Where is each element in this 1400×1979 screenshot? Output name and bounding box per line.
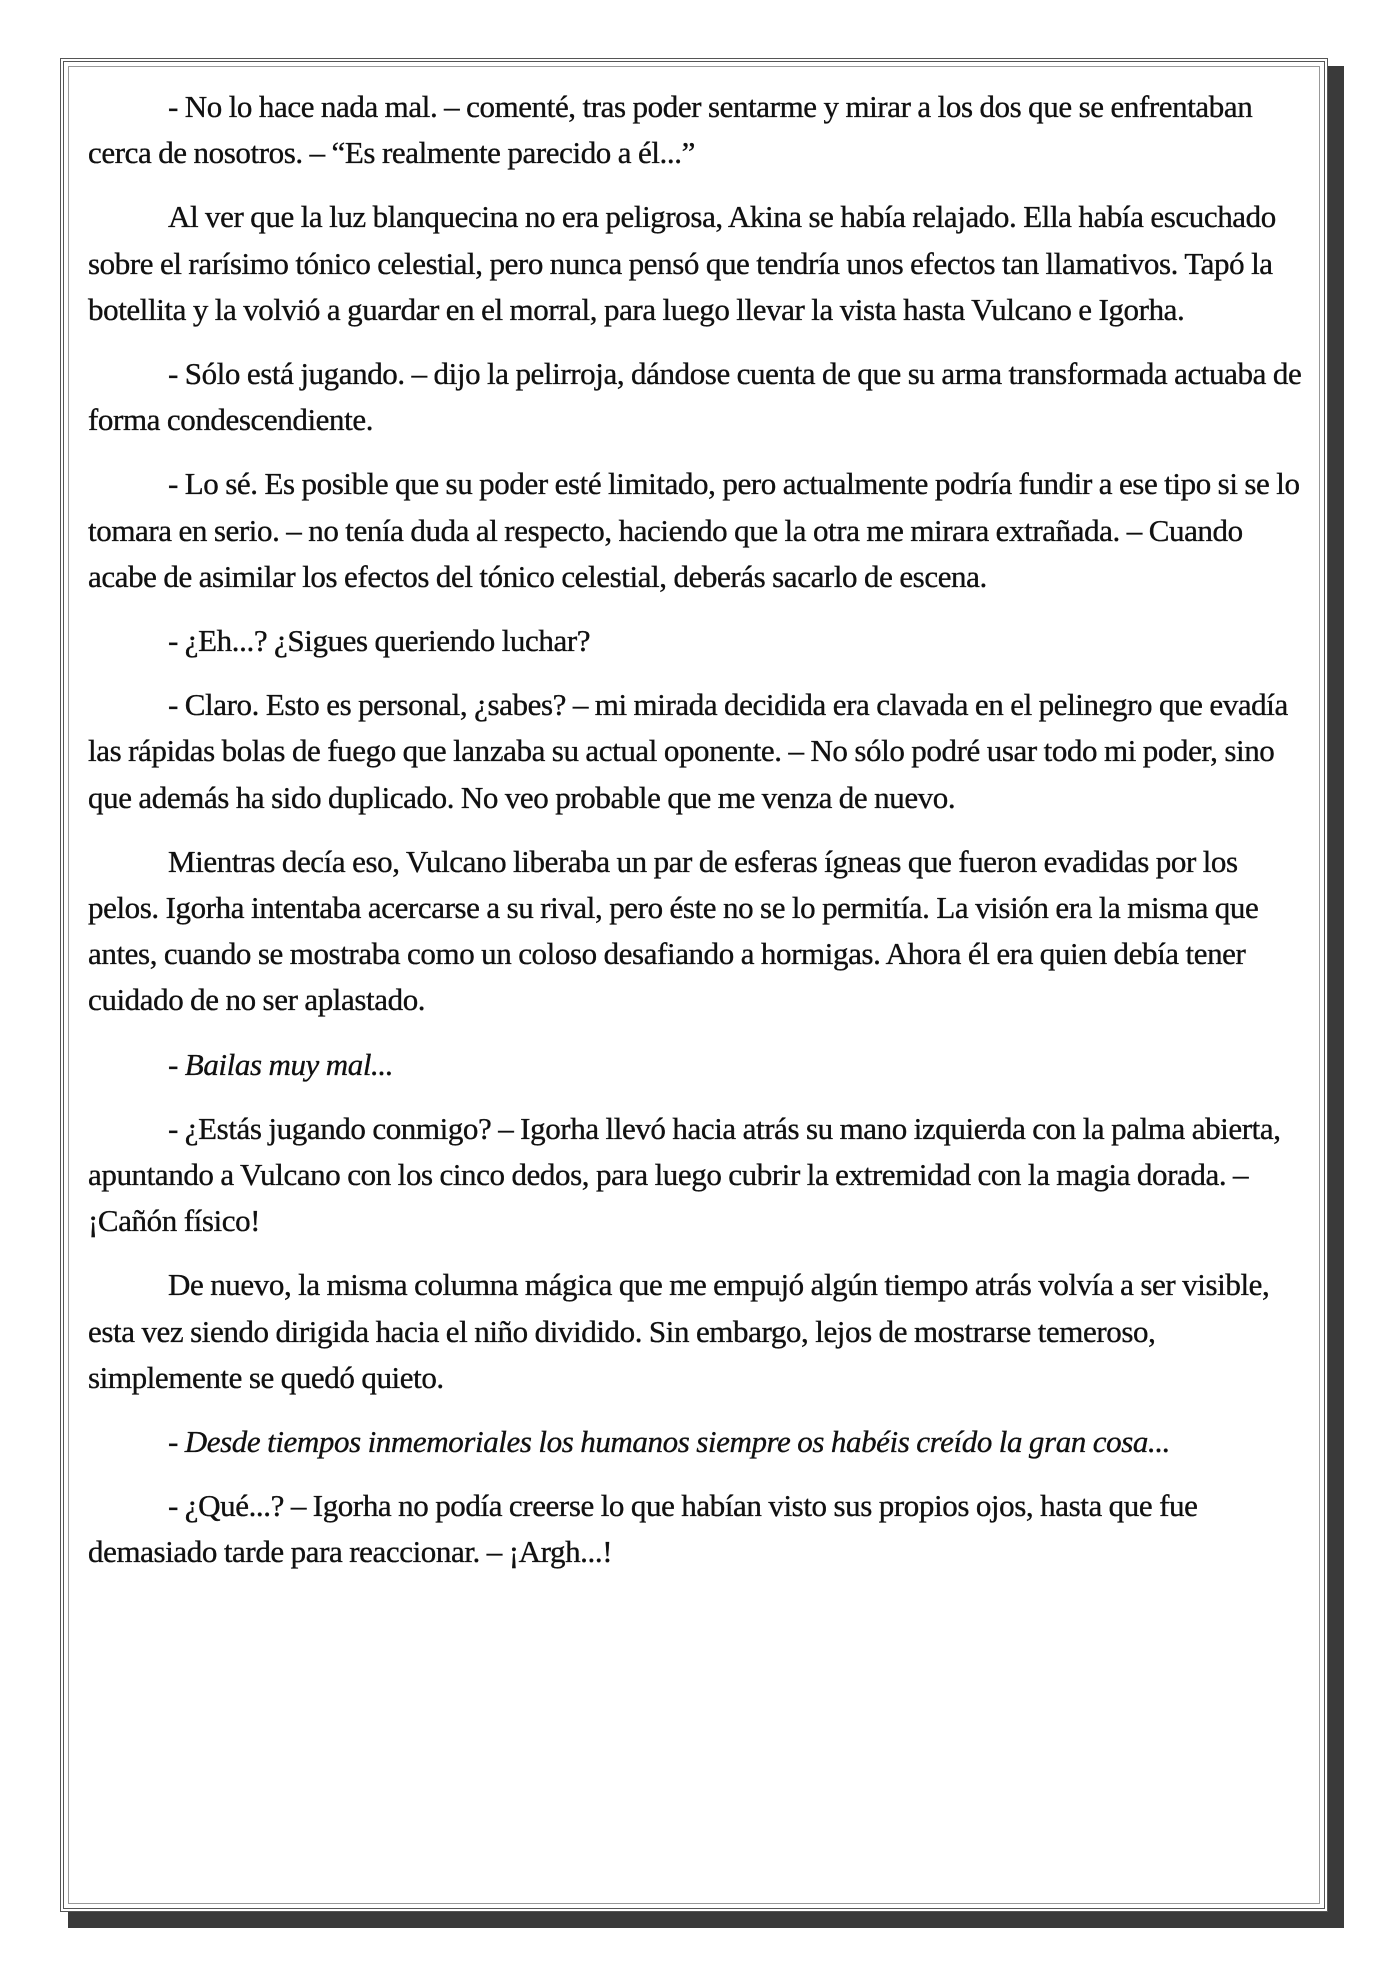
italic-dialogue: Desde tiempos inmemoriales los humanos siempre os habéis creído la gran cosa... [184, 1424, 1171, 1460]
dialogue-paragraph [88, 1419, 1304, 1465]
paragraph: - No lo hace nada mal. – comenté, tras poder sentarme y mirar a los dos que se enfrentaban cerca de nosotros. – “Es realmente parecido a él...” [88, 89, 1253, 171]
dialogue-dash: - [168, 1424, 185, 1460]
paragraph: - Lo sé. Es posible que su poder esté limitado, pero actualmente podría fundir a ese tipo si se lo tomara en serio. – no tenía duda al respecto, haciendo que la otra me mirara extrañada. – Cuando acabe de asimilar los efectos del tónico celestial, deberás sacarlo de escena. [88, 466, 1300, 594]
paragraph: - Claro. Esto es personal, ¿sabes? – mi mirada decidida era clavada en el pelinegro que evadía las rápidas bolas de fuego que lanzaba su actual oponente. – No sólo podré usar todo mi poder, sino que además ha sido duplicado. No veo probable que me venza de nuevo. [88, 687, 1288, 815]
italic-dialogue: Bailas muy mal... [184, 1046, 394, 1082]
text-body [88, 84, 1304, 1594]
dialogue-paragraph [88, 1042, 1304, 1088]
paragraph: - Sólo está jugando. – dijo la pelirroja, dándose cuenta de que su arma transformada actuaba de forma condescendiente. [88, 356, 1302, 438]
page-frame [60, 58, 1328, 1912]
paragraph: Al ver que la luz blanquecina no era peligrosa, Akina se había relajado. Ella había escuchado sobre el rarísimo tónico celestial, pero nunca pensó que tendría unos efectos tan llamativos. Tapó la botellita y la volvió a guardar en el morral, para luego llevar la vista hasta Vulcano e Igorha. [88, 199, 1276, 327]
paragraph: - ¿Eh...? ¿Sigues queriendo luchar? [168, 623, 591, 659]
dialogue-dash: - [168, 1046, 185, 1082]
paragraph: - ¿Qué...? – Igorha no podía creerse lo que habían visto sus propios ojos, hasta que fue demasiado tarde para reaccionar. – ¡Argh...! [88, 1488, 1198, 1570]
paragraph: De nuevo, la misma columna mágica que me empujó algún tiempo atrás volvía a ser visible, esta vez siendo dirigida hacia el niño dividido. Sin embargo, lejos de mostrarse temeroso, simplemente se quedó quieto. [88, 1267, 1270, 1395]
paragraph: - ¿Estás jugando conmigo? – Igorha llevó hacia atrás su mano izquierda con la palma abierta, apuntando a Vulcano con los cinco dedos, para luego cubrir la extremidad con la magia dorada. – ¡Cañón físico! [88, 1110, 1281, 1239]
paragraph: Mientras decía eso, Vulcano liberaba un par de esferas ígneas que fueron evadidas por los pelos. Igorha intentaba acercarse a su rival, pero éste no se lo permitía. La visión era la misma que antes, cuando se mostraba como un coloso desafiando a hormigas. Ahora él era quien debía tener cuidado de no ser aplastado. [88, 843, 1259, 1018]
